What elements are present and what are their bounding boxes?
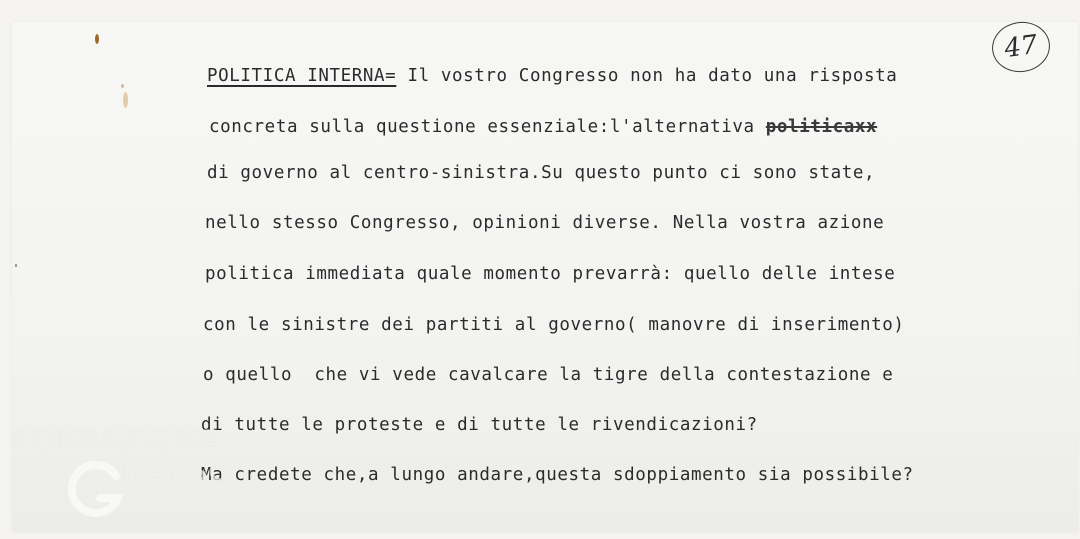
line-3-text: di governo al centro-sinistra.Su questo punto ci sono state, [207, 163, 876, 183]
text-line-5 [205, 264, 895, 284]
line-8-text: di tutte le proteste e di tutte le rivendicazioni? [201, 415, 758, 435]
line-9-text: Ma credete che,a lungo andare,questa sdoppiamento sia possibile? [201, 465, 914, 485]
text-line-2 [209, 117, 877, 137]
text-line-3 [207, 163, 875, 183]
text-line-1 [207, 66, 897, 86]
text-line-8 [201, 415, 758, 435]
text-line-9 [201, 465, 914, 485]
text-line-7 [203, 365, 893, 385]
line-7-text: o quello che vi vede cavalcare la tigre della contestazione e [203, 365, 894, 385]
staple-stain [95, 34, 99, 44]
line-1-text: Il vostro Congresso non ha dato una risposta [396, 66, 898, 86]
line-5-text: politica immediata quale momento prevarrà: quello delle intese [205, 264, 896, 284]
ink-speck [15, 264, 17, 267]
watermark-line-1: FONDAZIONE [10, 424, 219, 457]
watermark-line-2: RAMSCI [122, 456, 239, 487]
section-heading: POLITICA INTERNA= [207, 66, 397, 86]
line-2-text: concreta sulla questione essenziale:l'alternativa [209, 117, 766, 137]
rust-stain [123, 92, 128, 108]
struck-out-word: politicaxx [765, 117, 878, 137]
text-line-4 [205, 213, 884, 233]
line-4-text: nello stesso Congresso, opinioni diverse. Nella vostra azione [205, 213, 885, 233]
page-number-text: 47 [1002, 29, 1040, 65]
text-line-6 [203, 315, 905, 335]
rust-stain-small [121, 84, 124, 88]
line-6-text: con le sinistre dei partiti al governo( manovre di inserimento) [203, 315, 905, 335]
